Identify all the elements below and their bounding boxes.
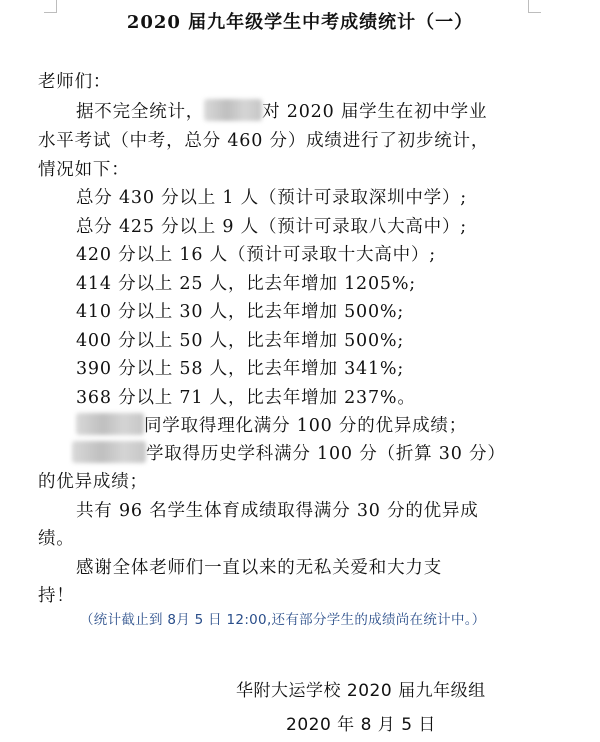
document-title: 2020 届九年级学生中考成绩统计（一） bbox=[126, 12, 474, 33]
intro-line-2: 水平考试（中考，总分 460 分）成绩进行了初步统计， bbox=[38, 131, 490, 151]
pe-line-2: 绩。 bbox=[38, 529, 75, 549]
thanks-line-1: 感谢全体老师们一直以来的无私关爱和大力支 bbox=[76, 558, 442, 578]
intro-line-1 bbox=[76, 98, 487, 123]
stat-line: 总分 430 分以上 1 人（预计可录取深圳中学）; bbox=[76, 188, 467, 208]
document-date: 2020 年 8 月 5 日 bbox=[286, 715, 436, 735]
redacted-student-names-2 bbox=[72, 441, 146, 463]
physchem-line bbox=[76, 412, 467, 437]
stat-line: 368 分以上 71 人，比去年增加 237%。 bbox=[76, 388, 416, 408]
stat-line: 390 分以上 58 人，比去年增加 341%; bbox=[76, 359, 405, 379]
stat-line: 420 分以上 16 人（预计可录取十大高中）; bbox=[76, 245, 436, 265]
history-text: 学取得历史学科满分 100 分（折算 30 分） bbox=[146, 444, 506, 464]
intro-text-end: 对 2020 届学生在初中学业 bbox=[262, 102, 488, 122]
stat-line: 414 分以上 25 人，比去年增加 1205%; bbox=[76, 274, 416, 294]
history-line-1 bbox=[72, 440, 506, 465]
intro-line-3: 情况如下： bbox=[38, 160, 130, 180]
signature: 华附大运学校 2020 届九年级组 bbox=[236, 681, 486, 701]
stat-line: 400 分以上 50 人，比去年增加 500%; bbox=[76, 331, 405, 351]
intro-text-start: 据不完全统计， bbox=[76, 102, 205, 122]
history-line-2: 的优异成绩； bbox=[38, 472, 148, 492]
stat-line: 410 分以上 30 人，比去年增加 500%; bbox=[76, 302, 405, 322]
redacted-student-names bbox=[76, 413, 144, 435]
stat-line: 总分 425 分以上 9 人（预计可录取八大高中）; bbox=[76, 217, 467, 237]
physchem-text: 同学取得理化满分 100 分的优异成绩； bbox=[144, 416, 468, 436]
redacted-school-name bbox=[204, 99, 262, 121]
statistics-note: （统计截止到 8月 5 日 12:00,还有部分学生的成绩尚在统计中。） bbox=[80, 612, 486, 628]
thanks-line-2: 持！ bbox=[38, 586, 75, 606]
salutation: 老师们： bbox=[38, 72, 112, 92]
pe-line-1: 共有 96 名学生体育成绩取得满分 30 分的优异成 bbox=[76, 501, 479, 521]
